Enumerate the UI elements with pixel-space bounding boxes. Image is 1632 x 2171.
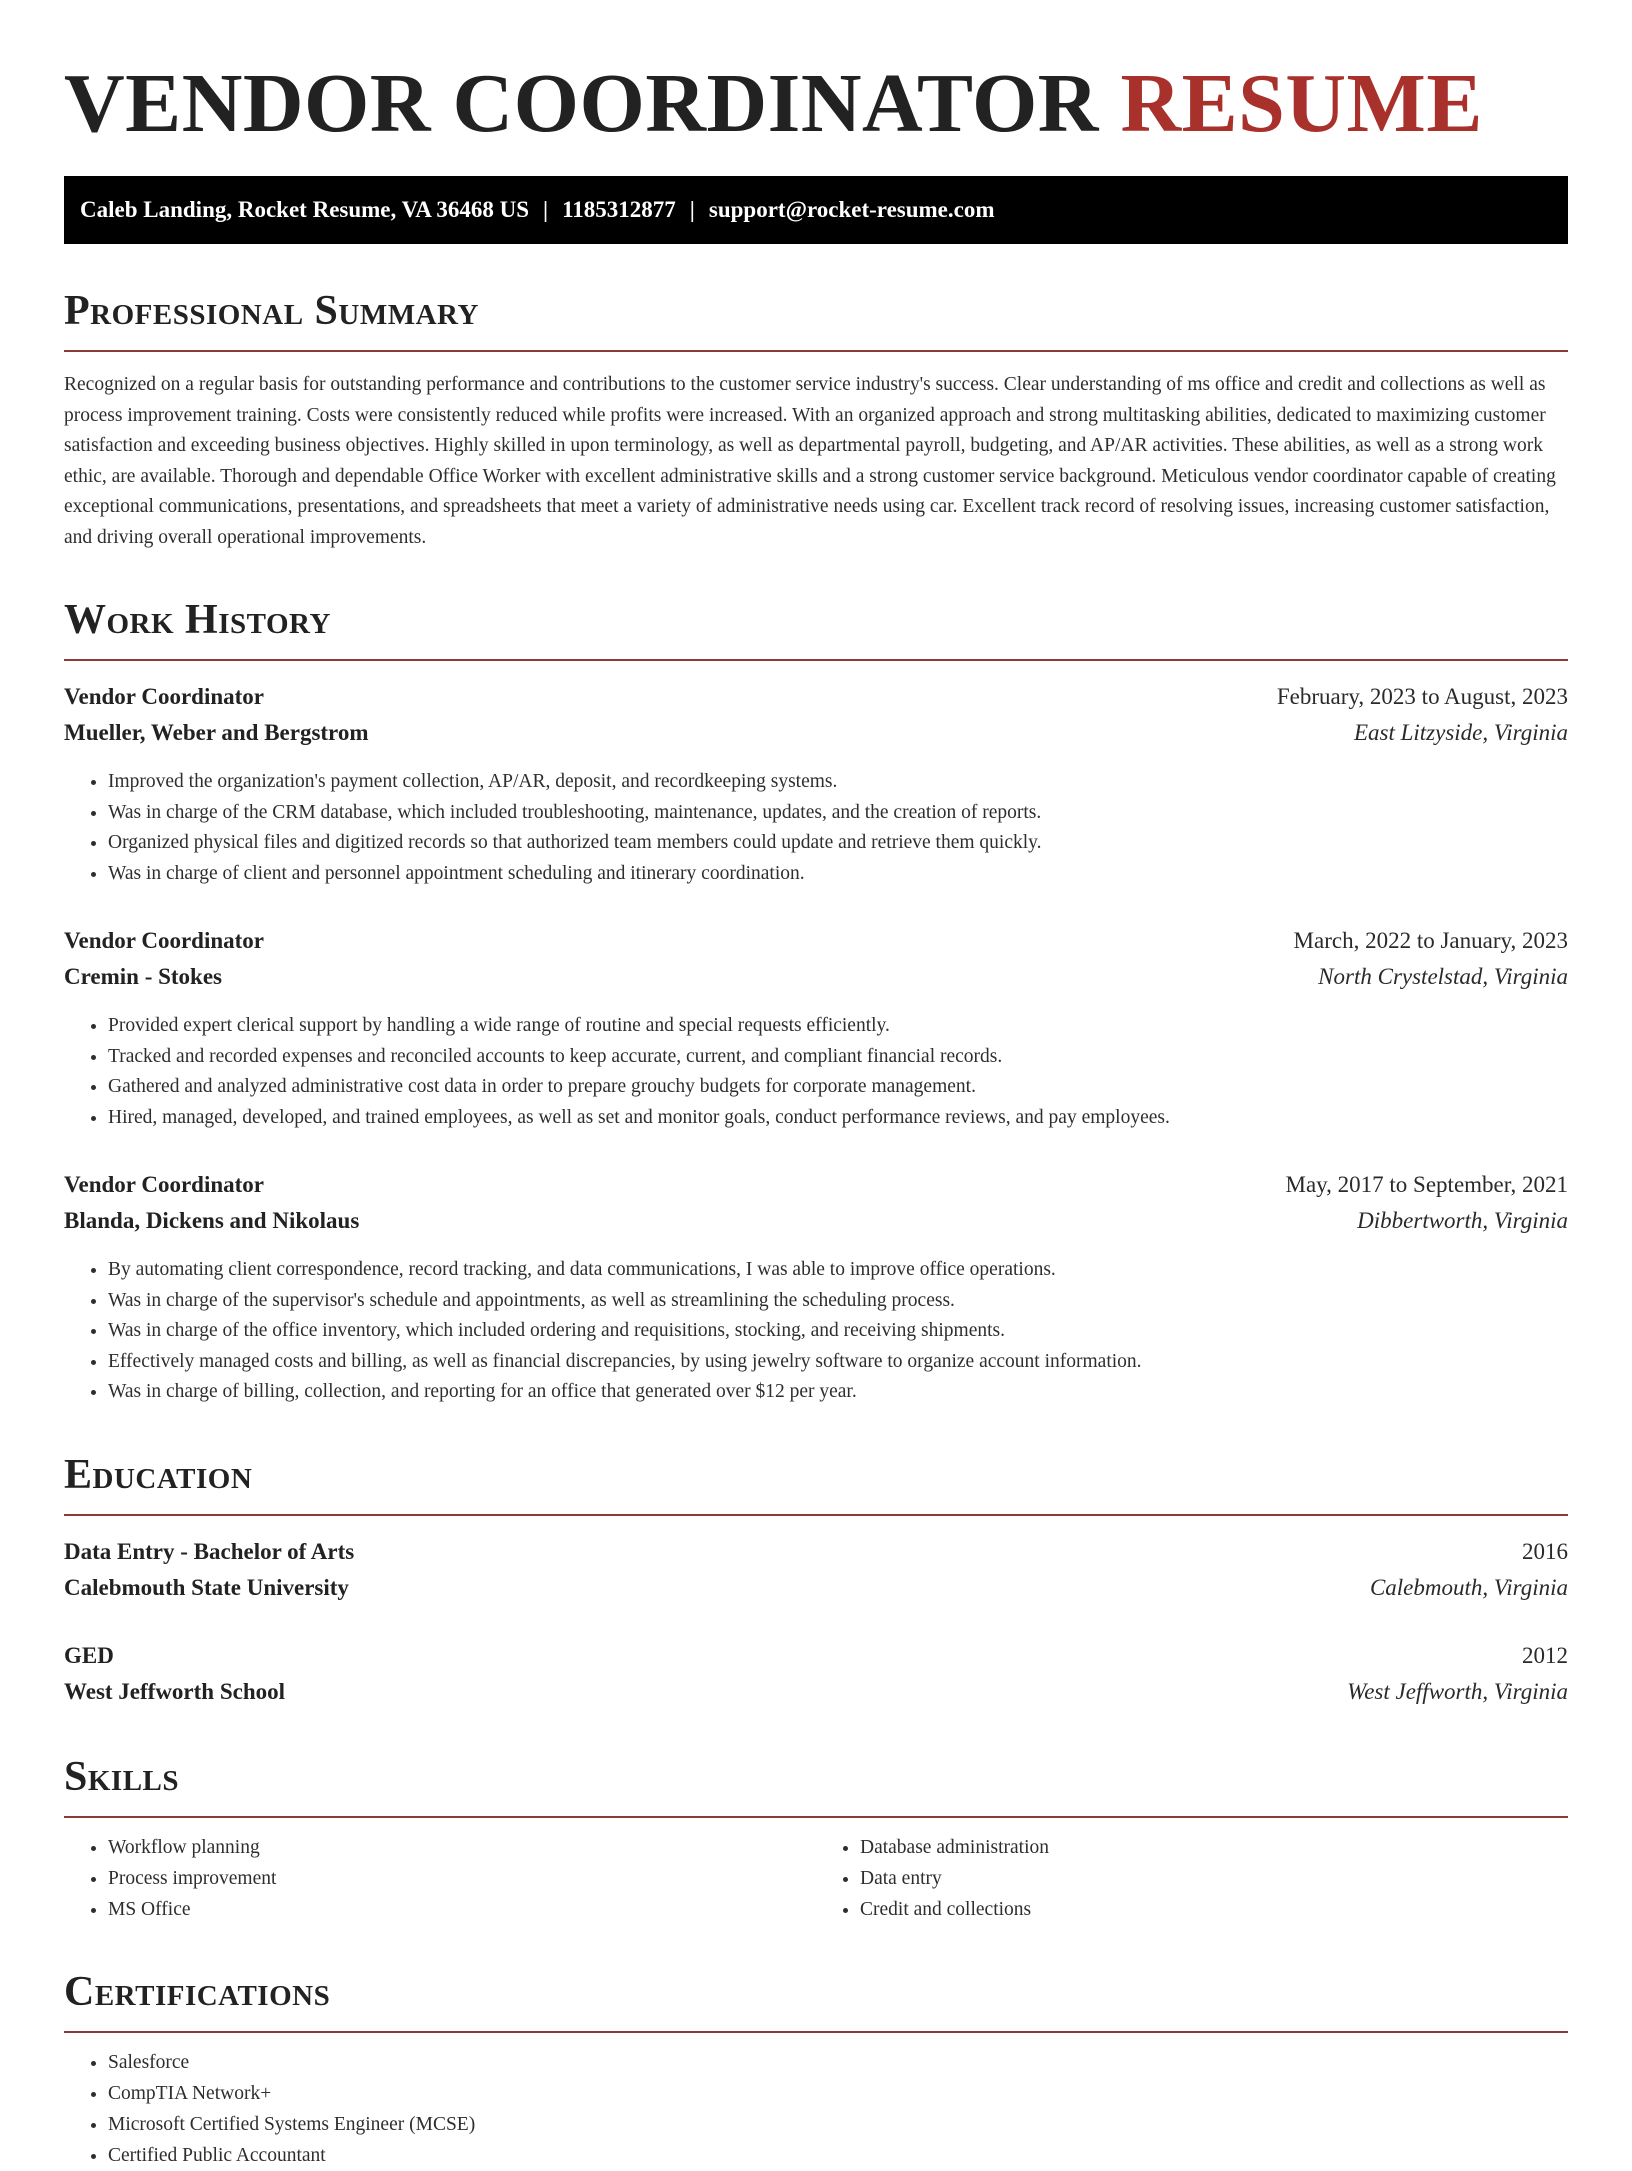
- section-title-certifications: Certifications: [64, 1967, 1568, 2033]
- job-location: Dibbertworth, Virginia: [1357, 1208, 1568, 1233]
- education-location: Calebmouth, Virginia: [1369, 1574, 1568, 1600]
- education-entry: [64, 1638, 1568, 1710]
- job-location: North Crystelstad, Virginia: [1318, 964, 1568, 989]
- job-role: Vendor Coordinator: [64, 928, 264, 953]
- section-title-work: Work History: [64, 595, 1568, 661]
- list-item: • CompTIA Network+: [108, 2078, 1568, 2109]
- list-item: • Tracked and recorded expenses and reconciled accounts to keep accurate, current, and compliant financial records.: [108, 1042, 1568, 1073]
- job-role: Vendor Coordinator: [64, 684, 264, 709]
- list-item: • Effectively managed costs and billing, as well as financial discrepancies, by using jewelry software to organize account information.: [108, 1347, 1568, 1378]
- resume-title: [64, 0, 1568, 176]
- list-item: • Process improvement: [108, 1863, 816, 1894]
- education-location: West Jeffworth, Virginia: [1347, 1678, 1568, 1704]
- list-item: • Hired, managed, developed, and trained employees, as well as set and monitor goals, conduct performance reviews, and pay employees.: [108, 1103, 1568, 1134]
- education-year: 2016: [1522, 1538, 1568, 1564]
- list-item: • Workflow planning: [108, 1832, 816, 1863]
- skills-column-left: [64, 1832, 816, 1925]
- skills-list: [64, 1832, 1568, 1925]
- list-item: • Was in charge of the CRM database, which included troubleshooting, maintenance, updates, and the creation of reports.: [108, 798, 1568, 829]
- education-degree: GED: [64, 1642, 114, 1668]
- section-title-education: Education: [64, 1450, 1568, 1516]
- list-item: • MS Office: [108, 1894, 816, 1925]
- education-year: 2012: [1522, 1642, 1568, 1668]
- certifications-list: [64, 2047, 1568, 2171]
- list-item: • Organized physical files and digitized records so that authorized team members could update and retrieve them quickly.: [108, 828, 1568, 859]
- education-entry: [64, 1534, 1568, 1606]
- list-item: • Was in charge of billing, collection, and reporting for an office that generated over $12 per year.: [108, 1377, 1568, 1408]
- list-item: • Was in charge of client and personnel appointment scheduling and itinerary coordination.: [108, 859, 1568, 890]
- job-role: Vendor Coordinator: [64, 1172, 264, 1197]
- title-main: VENDOR COORDINATOR: [64, 57, 1099, 150]
- list-item: • Gathered and analyzed administrative cost data in order to prepare grouchy budgets for corporate management.: [108, 1072, 1568, 1103]
- education-school: West Jeffworth School: [64, 1678, 286, 1704]
- list-item: • Provided expert clerical support by handling a wide range of routine and special requests efficiently.: [108, 1011, 1568, 1042]
- list-item: • Was in charge of the office inventory, which included ordering and requisitions, stocking, and receiving shipments.: [108, 1316, 1568, 1347]
- contact-phone: 1185312877: [562, 197, 676, 222]
- education-school: Calebmouth State University: [64, 1574, 349, 1600]
- list-item: • Certified Public Accountant: [108, 2140, 1568, 2171]
- job-entry: [64, 1167, 1568, 1408]
- job-dates: May, 2017 to September, 2021: [1285, 1172, 1568, 1197]
- skills-column-right: [816, 1832, 1568, 1925]
- job-location: East Litzyside, Virginia: [1353, 720, 1568, 745]
- job-company: Blanda, Dickens and Nikolaus: [64, 1208, 360, 1233]
- list-item: • Improved the organization's payment collection, AP/AR, deposit, and recordkeeping systems.: [108, 767, 1568, 798]
- contact-bar: [64, 176, 1568, 244]
- job-bullets: [64, 1255, 1568, 1408]
- title-accent: RESUME: [1120, 57, 1483, 150]
- list-item: • Credit and collections: [860, 1894, 1568, 1925]
- section-title-skills: Skills: [64, 1752, 1568, 1818]
- list-item: • Database administration: [860, 1832, 1568, 1863]
- job-company: Cremin - Stokes: [64, 964, 223, 989]
- list-item: • Data entry: [860, 1863, 1568, 1894]
- contact-address: Caleb Landing, Rocket Resume, VA 36468 US: [80, 197, 529, 222]
- contact-separator: |: [542, 197, 549, 222]
- job-bullets: [64, 767, 1568, 889]
- list-item: • By automating client correspondence, record tracking, and data communications, I was able to improve office operations.: [108, 1255, 1568, 1286]
- contact-email: support@rocket-resume.com: [708, 197, 995, 222]
- education-degree: Data Entry - Bachelor of Arts: [64, 1538, 355, 1564]
- list-item: • Microsoft Certified Systems Engineer (MCSE): [108, 2109, 1568, 2140]
- job-dates: February, 2023 to August, 2023: [1276, 684, 1568, 709]
- summary-text: Recognized on a regular basis for outstanding performance and contributions to the customer service industry's success. Clear understanding of ms office and credit and collections as well as process improvement training. Costs were consistently reduced while profits were increased. With an organized approach and strong multitasking abilities, dedicated to maximizing customer satisfaction and exceeding business objectives. Highly skilled in upon terminology, as well as departmental payroll, budgeting, and AP/AR activities. These abilities, as well as a strong work ethic, are available. Thorough and dependable Office Worker with excellent administrative skills and a strong customer service background. Meticulous vendor coordinator capable of creating exceptional communications, presentations, and spreadsheets that meet a variety of administrative needs using car. Excellent track record of resolving issues, increasing customer satisfaction, and driving overall operational improvements.: [64, 374, 1556, 548]
- job-dates: March, 2022 to January, 2023: [1293, 928, 1568, 953]
- contact-separator: |: [689, 197, 695, 222]
- job-entry: [64, 679, 1568, 889]
- list-item: • Salesforce: [108, 2047, 1568, 2078]
- job-bullets: [64, 1011, 1568, 1133]
- list-item: • Was in charge of the supervisor's schedule and appointments, as well as streamlining the scheduling process.: [108, 1286, 1568, 1317]
- job-entry: [64, 923, 1568, 1133]
- section-title-summary: Professional Summary: [64, 286, 1568, 352]
- job-company: Mueller, Weber and Bergstrom: [64, 720, 369, 745]
